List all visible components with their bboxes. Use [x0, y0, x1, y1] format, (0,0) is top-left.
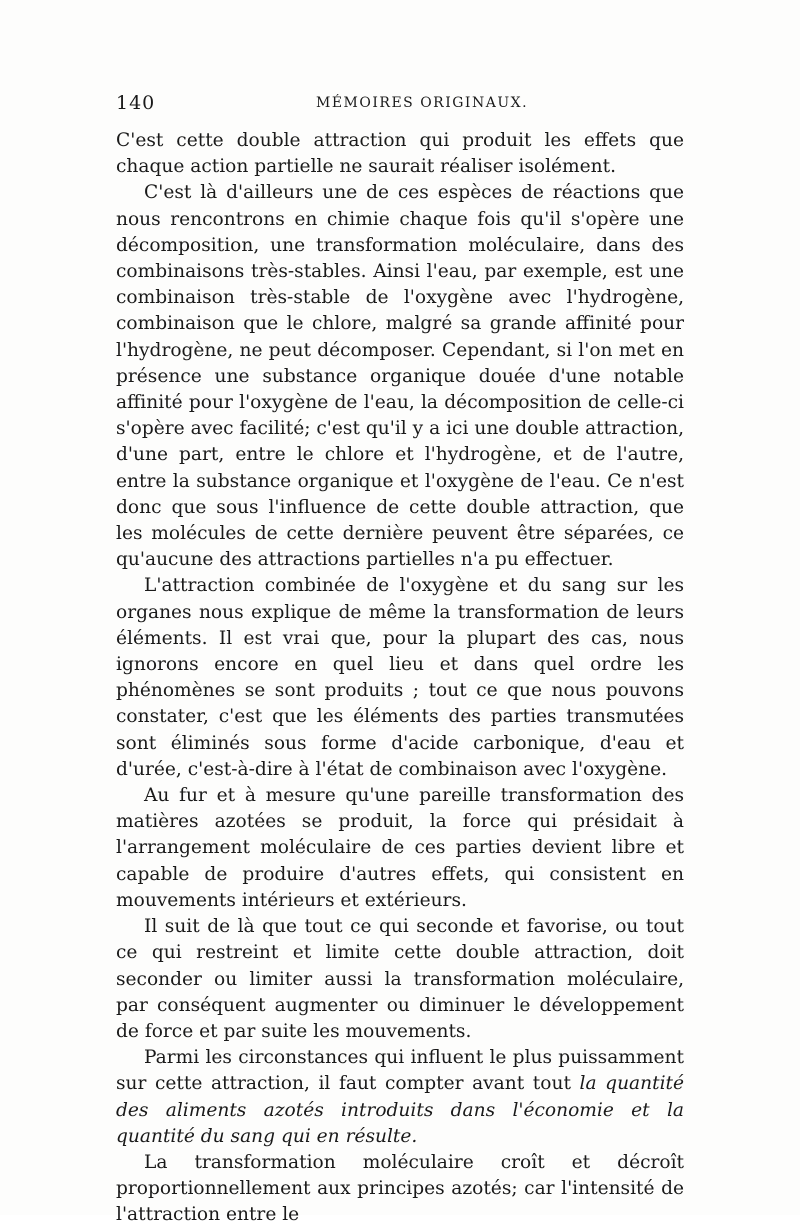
page-header — [116, 92, 684, 118]
body-text — [116, 128, 684, 1229]
paragraph-1: C'est cette double attraction qui produit les effets que chaque action partielle ne saurait réaliser isolément. — [116, 130, 684, 178]
paragraph-6-text: Parmi les circonstances qui influent le plus puissamment sur cette attraction, il faut compter avant tout — [116, 1047, 684, 1095]
paragraph-3: L'attraction combinée de l'oxygène et du sang sur les organes nous explique de même la transformation de leurs éléments. Il est vrai que, pour la plupart des cas, nous ignorons encore en quel lieu et dans quel ordre les phénomènes se sont produits ; tout ce que nous pouvons constater, c'est que les éléments des parties transmutées sont éliminés sous forme d'acide carbonique, d'eau et d'urée, c'est-à-dire à l'état de combinaison avec l'oxygène. — [116, 575, 684, 780]
paragraph-4: Au fur et à mesure qu'une pareille transformation des matières azotées se produit, la force qui présidait à l'arrangement moléculaire de ces parties devient libre et capable de produire d'autres effets, qui consistent en mouvements intérieurs et extérieurs. — [116, 785, 684, 911]
page-number: 140 — [116, 92, 156, 114]
paragraph-6-italic: la quantité des aliments azotés introduits dans l'économie et la quantité du sang qui en résulte. — [116, 1073, 684, 1147]
paragraph-7: La transformation moléculaire croît et décroît proportionnellement aux principes azotés; car l'intensité de l'attraction entre le — [116, 1151, 684, 1226]
running-title: MÉMOIRES ORIGINAUX. — [316, 95, 529, 111]
paragraph-2: C'est là d'ailleurs une de ces espèces de réactions que nous rencontrons en chimie chaque fois qu'il s'opère une décomposition, une transformation moléculaire, dans des combinaisons très-stables. Ainsi l'eau, par exemple, est une combinaison très-stable de l'oxygène avec l'hydrogène, combinaison que le chlore, malgré sa grande affinité pour l'hydrogène, ne peut décomposer. Cependant, si l'on met en présence une substance organique douée d'une notable affinité pour l'oxygène de l'eau, la décomposition de celle-ci s'opère avec facilité; c'est qu'il y a ici une double attraction, d'une part, entre le chlore et l'hydrogène, et de l'autre, entre la substance organique et l'oxygène de l'eau. Ce n'est donc que sous l'influence de cette double attraction, que les molécules de cette dernière peuvent être séparées, ce qu'aucune des attractions partielles n'a pu effectuer. — [116, 182, 684, 571]
paragraph-5: Il suit de là que tout ce qui seconde et favorise, ou tout ce qui restreint et limite cette double attraction, doit seconder ou limiter aussi la transformation moléculaire, par conséquent augmenter ou diminuer le développement de force et par suite les mouvements. — [116, 916, 684, 1042]
paragraph-6 — [116, 1045, 684, 1150]
